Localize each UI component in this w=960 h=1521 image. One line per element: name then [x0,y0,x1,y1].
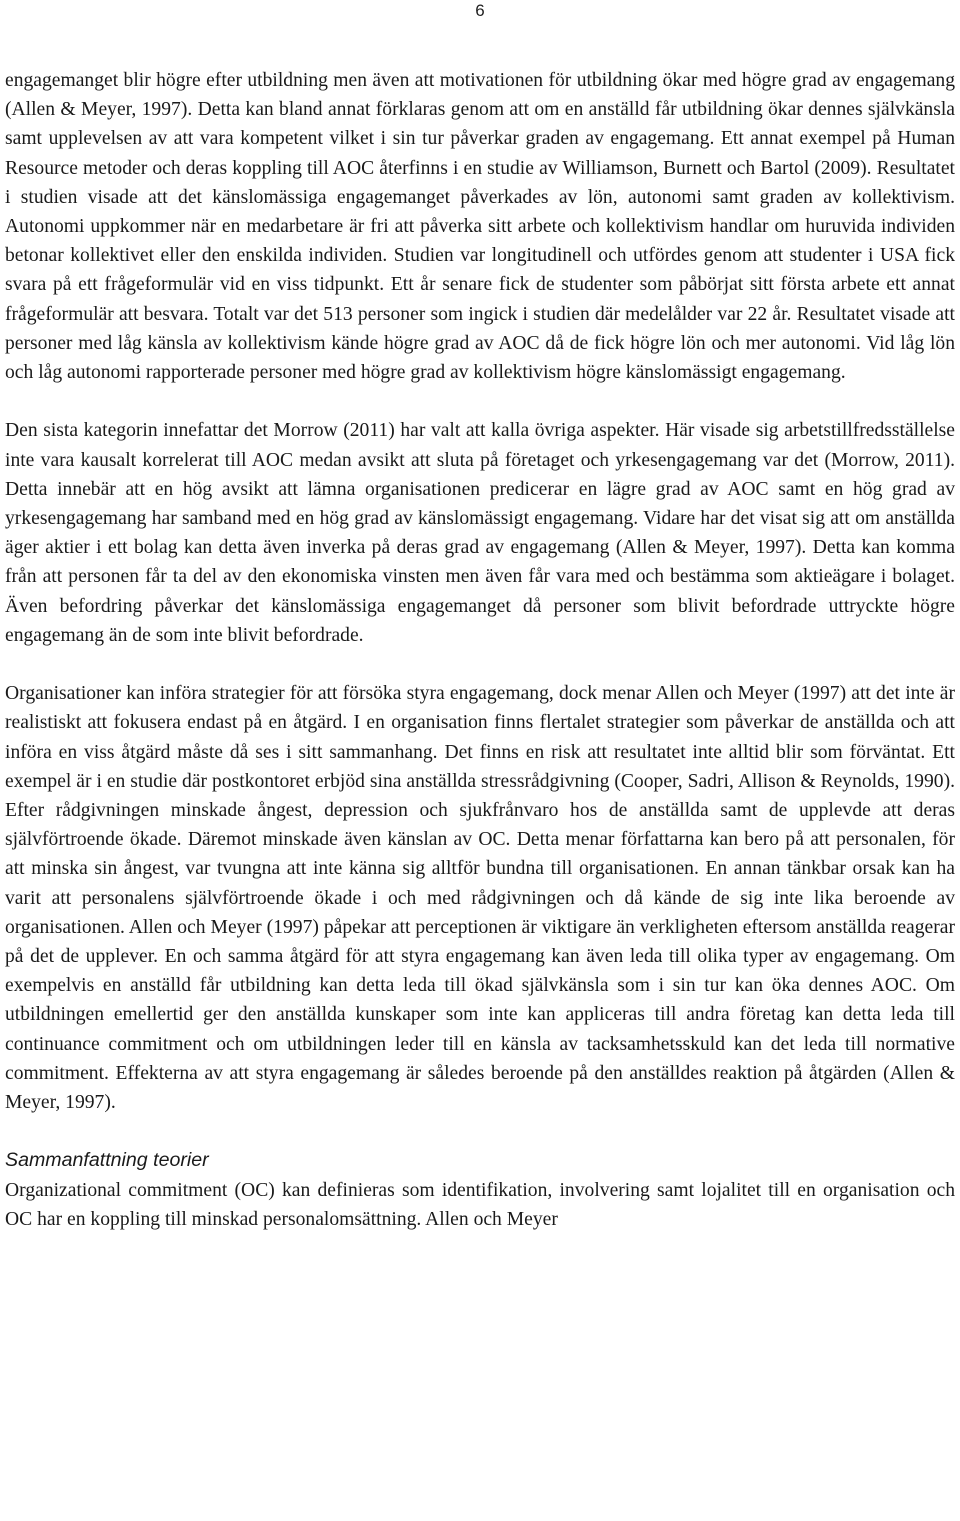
body-text [5,66,955,1234]
paragraph-summary: Organizational commitment (OC) kan definieras som identifikation, involvering samt lojalitet till en organisation och OC har en koppling till minskad personalomsättning. Allen och Meyer [5,1179,955,1230]
section-heading: Sammanfattning teorier [5,1149,209,1172]
paragraph-employee-training: engagemanget blir högre efter utbildning men även att motivationen för utbildning ökar med högre grad av engagemang (Allen & Meyer, 1997). Detta kan bland annat förklaras genom att om en anställd får utbildning ökar dennes självkänsla samt upplevelsen av att vara kompetent vilket i sin tur påverkar graden av engagemang. Ett annat exempel på Human Resource metoder och deras koppling till AOC återfinns i en studie av Williamson, Burnett och Bartol (2009). Resultatet i studien visade att det känslomässiga engagemanget påverkades av lön, autonomi samt graden av kollektivism. Autonomi uppkommer när en medarbetare är fri att påverka sitt arbete och kollektivism handlar om huruvida individen betonar kollektivet eller den enskilda individen. Studien var longitudinell och utfördes genom att studenter i USA fick svara på ett frågeformulär vid en viss tidpunkt. Ett år senare fick de studenter som påbörjat sitt första arbete ett annat frågeformulär att besvara. Totalt var det 513 personer som ingick i studien där medelålder var 22 år. Resultatet visade att personer med låg känsla av kollektivism kände högre grad av AOC då de fick högre lön och mer autonomi. Vid låg lön och låg autonomi rapporterade personer med högre grad av kollektivism högre känslomässigt engagemang. [5,70,955,384]
page-number: 6 [475,1,485,20]
paragraph-other-aspects: Den sista kategorin innefattar det Morrow (2011) har valt att kalla övriga aspekter. Här visade sig arbetstillfredsställelse inte vara kausalt korrelerat till AOC medan avsikt att sluta på företaget och yrkesengagemang var det (Morrow, 2011). Detta innebär att en hög avsikt att lämna organisationen predicerar en lägre grad av AOC samt en hög grad av yrkesengagemang har samband med en hög grad av känslomässigt engagemang. Vidare har det visat sig att om anställda äger aktier i ett bolag kan detta även inverka på deras grad av engagemang (Allen & Meyer, 1997). Detta kan komma från att personen får ta del av den ekonomiska vinsten men även får vara med och bestämma som aktieägare i bolaget. Även befordring påverkar det känslomässiga engagemanget då personer som blivit befordrade uttryckte högre engagemang än de som inte blivit befordrade. [5,420,955,646]
paragraph-organisational-strategies: Organisationer kan införa strategier för att försöka styra engagemang, dock menar Allen och Meyer (1997) att det inte är realistiskt att fokusera endast på en åtgärd. I en organisation finns flertalet strategier som påverkar de anställda och att införa en viss åtgärd måste då ses i sitt sammanhang. Det finns en risk att resultatet inte alltid blir som förväntat. Ett exempel är i en studie där postkontoret erbjöd sina anställda stressrådgivning (Cooper, Sadri, Allison & Reynolds, 1990). Efter rådgivningen minskade ångest, depression och sjukfrånvaro hos de anställda samt de upplevde att deras självförtroende ökade. Däremot minskade även känslan av OC. Detta menar författarna kan bero på att personalen, för att minska sin ångest, var tvungna att inte känna sig alltför bundna till organisationen. En annan tänkbar orsak kan ha varit att personalens självförtroende ökade i och med rådgivningen och då kände de sig inte lika beroende av organisationen. Allen och Meyer (1997) påpekar att perceptionen är viktigare än verkligheten eftersom anställda reagerar på det de upplever. En och samma åtgärd för att styra engagemang kan även leda till olika typer av engagemang. Om exempelvis en anställd får utbildning kan detta leda till ökad självkänsla som i sin tur kan öka dennes AOC. Om utbildningen emellertid ger den anställda kunskaper som inte kan appliceras till andra företag kan detta leda till continuance commitment och om utbildningen leder till en känsla av tacksamhetsskuld kan det leda till normative commitment. Effekterna av att styra engagemang är således beroende på den anställdes reaktion på åtgärden (Allen & Meyer, 1997). [5,683,955,1114]
